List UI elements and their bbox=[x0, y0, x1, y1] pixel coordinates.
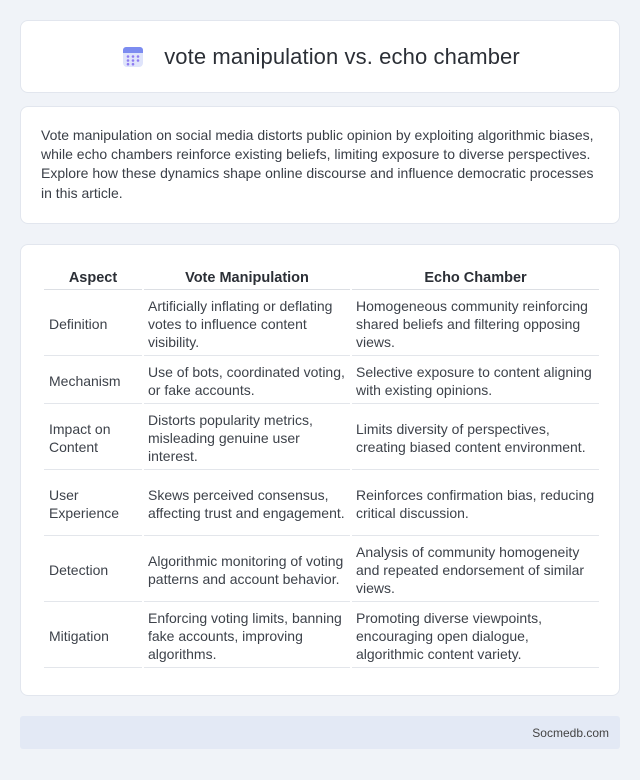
echo-chamber-cell: Homogeneous community reinforcing shared beliefs and filtering opposing views. bbox=[352, 292, 599, 356]
title-wrap bbox=[120, 44, 520, 70]
vote-manipulation-cell: Skews perceived consensus, affecting trust and engagement. bbox=[144, 472, 350, 536]
echo-chamber-cell: Analysis of community homogeneity and repeated endorsement of similar views. bbox=[352, 538, 599, 602]
table-row bbox=[44, 472, 599, 536]
row-aspect-cell: Impact on Content bbox=[44, 406, 142, 470]
vote-manipulation-cell: Enforcing voting limits, banning fake accounts, improving algorithms. bbox=[144, 604, 350, 668]
row-aspect-cell: Definition bbox=[44, 292, 142, 356]
header-aspect: Aspect bbox=[44, 267, 142, 290]
vote-manipulation-cell: Distorts popularity metrics, misleading genuine user interest. bbox=[144, 406, 350, 470]
echo-chamber-cell: Selective exposure to content aligning with existing opinions. bbox=[352, 358, 599, 404]
table-row bbox=[44, 604, 599, 668]
table-row bbox=[44, 358, 599, 404]
comparison-table bbox=[42, 265, 601, 670]
row-aspect-cell: Mitigation bbox=[44, 604, 142, 668]
table-row bbox=[44, 292, 599, 356]
header-vote-manipulation: Vote Manipulation bbox=[144, 267, 350, 290]
footer-site-link[interactable]: Socmedb.com bbox=[532, 725, 609, 740]
row-aspect-cell: User Experience bbox=[44, 472, 142, 536]
intro-paragraph: Vote manipulation on social media distorts public opinion by exploiting algorithmic biases, while echo chambers reinforce existing beliefs, limiting exposure to diverse perspectives. Explore how these dynamics shape online discourse and influence democratic processes in this article. bbox=[41, 127, 594, 201]
row-aspect-cell: Detection bbox=[44, 538, 142, 602]
header-echo-chamber: Echo Chamber bbox=[352, 267, 599, 290]
title-card bbox=[20, 20, 620, 93]
echo-chamber-cell: Limits diversity of perspectives, creating biased content environment. bbox=[352, 406, 599, 470]
comparison-card bbox=[20, 244, 620, 696]
echo-chamber-cell: Promoting diverse viewpoints, encouraging open dialogue, algorithmic content variety. bbox=[352, 604, 599, 668]
calendar-icon bbox=[120, 44, 146, 70]
table-header-row bbox=[44, 267, 599, 290]
echo-chamber-cell: Reinforces confirmation bias, reducing critical discussion. bbox=[352, 472, 599, 536]
page-title: vote manipulation vs. echo chamber bbox=[164, 43, 520, 69]
table-row bbox=[44, 406, 599, 470]
vote-manipulation-cell: Artificially inflating or deflating votes to influence content visibility. bbox=[144, 292, 350, 356]
vote-manipulation-cell: Use of bots, coordinated voting, or fake accounts. bbox=[144, 358, 350, 404]
intro-card bbox=[20, 106, 620, 224]
table-row bbox=[44, 538, 599, 602]
row-aspect-cell: Mechanism bbox=[44, 358, 142, 404]
vote-manipulation-cell: Algorithmic monitoring of voting patterns and account behavior. bbox=[144, 538, 350, 602]
footer-bar bbox=[20, 716, 620, 749]
